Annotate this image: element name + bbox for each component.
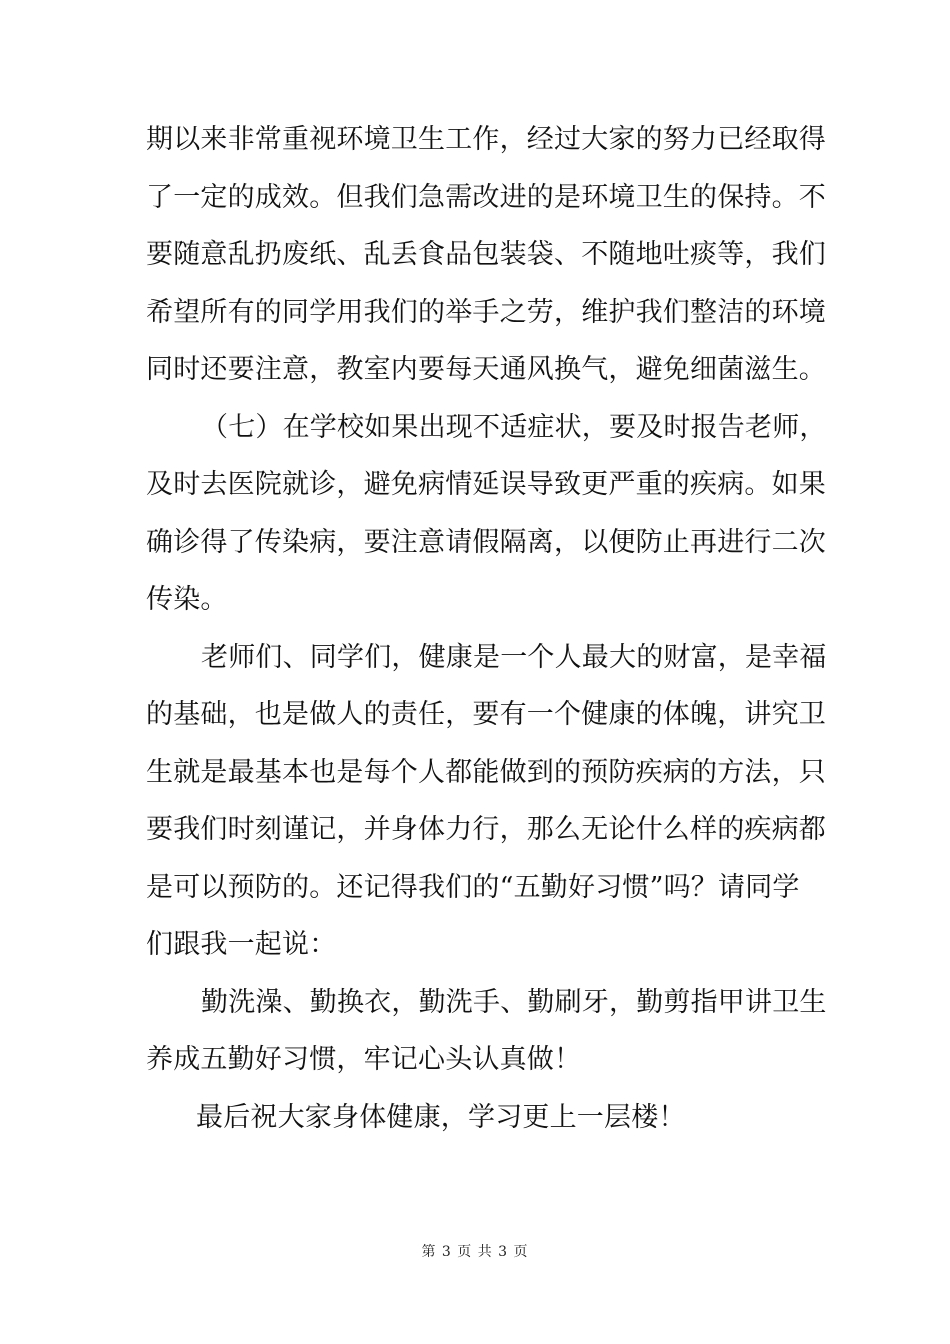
paragraph-line: 老师们、同学们，健康是一个人最大的财富，是幸福: [201, 642, 827, 673]
paragraph-line: 生就是最基本也是每个人都能做到的预防疾病的方法，只: [146, 757, 826, 788]
paragraph-line: 同时还要注意，教室内要每天通风换气，避免细菌滋生。: [146, 354, 826, 385]
paragraph-line: 是可以预防的。还记得我们的“五勤好习惯”吗？请同学: [146, 872, 800, 903]
paragraph-line: 勤洗澡、勤换衣，勤洗手、勤刷牙，勤剪指甲讲卫生: [201, 987, 827, 1018]
paragraph-line: 要我们时刻谨记，并身体力行，那么无论什么样的疾病都: [146, 814, 826, 845]
paragraph-line: 传染。: [146, 584, 228, 615]
paragraph-line: 最后祝大家身体健康，学习更上一层楼！: [196, 1102, 686, 1133]
paragraph-line: 期以来非常重视环境卫生工作，经过大家的努力已经取得: [146, 124, 826, 155]
paragraph-line: （七）在学校如果出现不适症状，要及时报告老师，: [201, 412, 827, 443]
paragraph-line: 及时去医院就诊，避免病情延误导致更严重的疾病。如果: [146, 469, 826, 500]
paragraph-line: 确诊得了传染病，要注意请假隔离，以便防止再进行二次: [146, 527, 826, 558]
paragraph-line: 养成五勤好习惯，牢记心头认真做！: [146, 1044, 582, 1075]
page-number-footer: 第 3 页 共 3 页: [421, 1244, 529, 1260]
paragraph-line: 了一定的成效。但我们急需改进的是环境卫生的保持。不: [146, 182, 826, 213]
paragraph-line: 的基础，也是做人的责任，要有一个健康的体魄，讲究卫: [146, 699, 826, 730]
paragraph-line: 们跟我一起说：: [146, 929, 337, 960]
paragraph-line: 要随意乱扔废纸、乱丢食品包装袋、不随地吐痰等，我们: [146, 239, 826, 270]
paragraph-line: 希望所有的同学用我们的举手之劳，维护我们整洁的环境: [146, 297, 826, 328]
